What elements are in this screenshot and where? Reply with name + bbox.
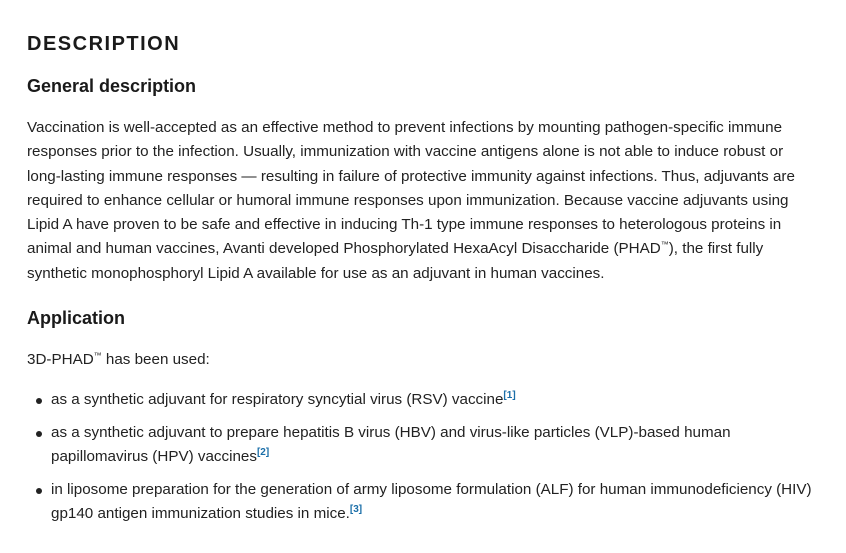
application-intro-rest: has been used: [101, 351, 210, 368]
application-item-text: in liposome preparation for the generation of army liposome formulation (ALF) for human immunodeficiency (HIV) gp140 antigen immunization studies in mice. [51, 481, 812, 522]
application-item-text: as a synthetic adjuvant for respiratory syncytial virus (RSV) vaccine [51, 391, 504, 408]
general-description-text [27, 116, 819, 286]
application-list-item [27, 478, 819, 526]
application-list [27, 388, 819, 535]
general-description-heading: General description [27, 76, 197, 96]
bullet-icon [36, 488, 42, 494]
bullet-icon [36, 431, 42, 437]
application-list-item [27, 421, 819, 469]
application-intro-product: 3D-PHAD [27, 351, 94, 368]
reference-link-3[interactable]: [3] [349, 503, 363, 515]
trademark-symbol: ™ [93, 350, 102, 360]
application-intro [27, 348, 210, 372]
trademark-symbol: ™ [660, 240, 669, 250]
general-description-text-part2: ), the first fully synthetic monophosphoryl Lipid A available for use as an adjuvant in human vaccines. [27, 240, 764, 282]
section-title: DESCRIPTION [27, 33, 181, 55]
reference-link-2[interactable]: [2] [256, 446, 270, 458]
bullet-icon [36, 398, 42, 404]
application-item-text: as a synthetic adjuvant to prepare hepatitis B virus (HBV) and virus-like particles (VLP)-based human papillomavirus (HPV) vaccines [51, 424, 731, 465]
application-heading: Application [27, 308, 125, 328]
application-list-item [27, 388, 819, 412]
general-description-text-part1: Vaccination is well-accepted as an effective method to prevent infections by mounting pathogen-specific immune responses prior to the infection. Usually, immunization with vaccine antigens alone is not able to induce robust or long-lasting immune responses — resulting in failure of protective immunity against infections. Thus, adjuvants are required to enhance cellular or humoral immune responses upon immunization. Because vaccine adjuvants using Lipid A have proven to be safe and effective in inducing Th-1 type immune responses to heterologous proteins in animal and human vaccines, Avanti developed Phosphorylated HexaAcyl Disaccharide (PHAD [27, 119, 795, 258]
reference-link-1[interactable]: [1] [503, 389, 516, 401]
